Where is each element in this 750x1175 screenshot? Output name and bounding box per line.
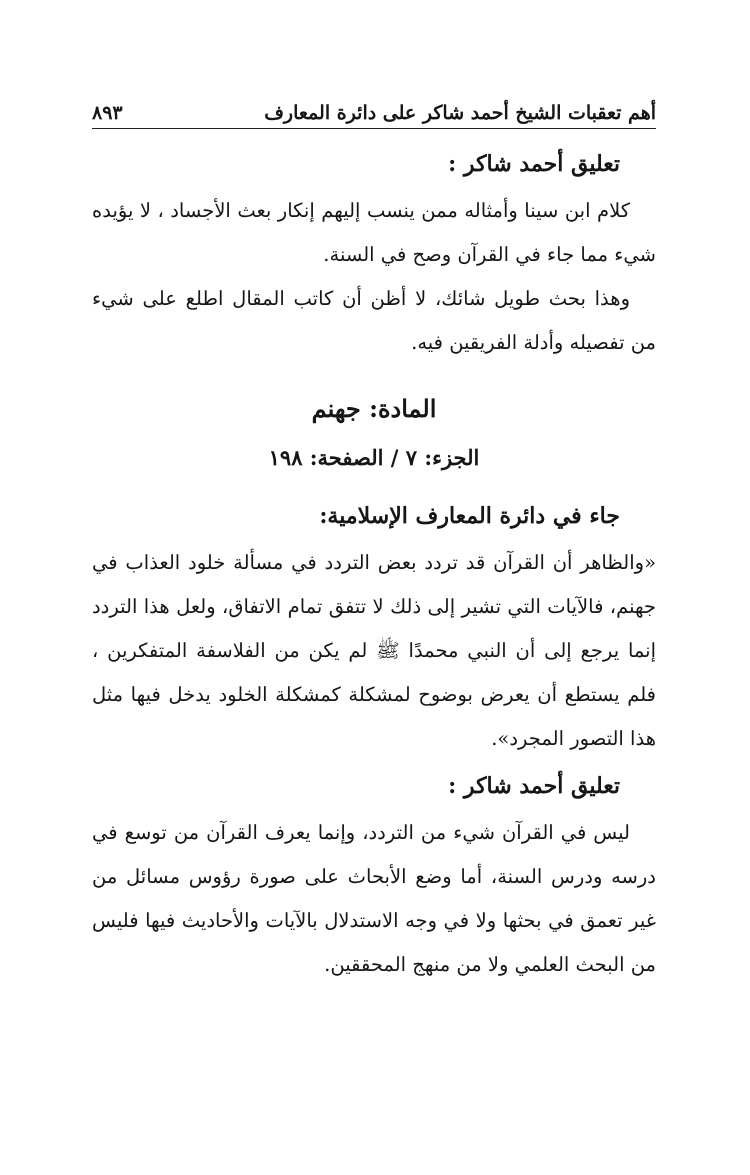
- comment-paragraph: كلام ابن سينا وأمثاله ممن ينسب إليهم إنكار بعث الأجساد ، لا يؤيده شيء مما جاء في القرآن وصح في السنة.: [92, 199, 656, 266]
- section-heading-encyclopedia: جاء في دائرة المعارف الإسلامية:: [319, 503, 620, 529]
- entry-title: المادة: جهنم: [311, 394, 437, 423]
- page-number: ٨٩٣: [92, 102, 123, 124]
- section-heading-comment: تعليق أحمد شاكر :: [448, 151, 620, 177]
- book-page: [92, 88, 656, 987]
- comment-paragraph: ليس في القرآن شيء من التردد، وإنما يعرف القرآن من توسع في درسه ودرس السنة، أما وضع الأبحاث على صورة رؤوس مسائل من غير تعمق في بحثها ولا في وجه الاستدلال بالآيات والأحاديث فيها فليس من البحث العلمي ولا من منهج المحققين.: [92, 821, 656, 976]
- encyclopedia-quote: «والظاهر أن القرآن قد تردد بعض التردد في مسألة خلود العذاب في جهنم، فالآيات التي تشير إلى ذلك لا تتفق تمام الاتفاق، ولعل هذا التردد إنما يرجع إلى أن النبي محمدًا ﷺ لم يكن من الفلاسفة المتفكرين ، فلم يستطع أن يعرض بوضوح لمشكلة كمشكلة الخلود يدخل فيها مثل هذا التصور المجرد».: [92, 551, 656, 750]
- running-header: [92, 88, 656, 129]
- entry-reference: الجزء: ٧ / الصفحة: ١٩٨: [268, 445, 480, 470]
- section-heading-comment: تعليق أحمد شاكر :: [448, 773, 620, 799]
- running-header-title: أهم تعقبات الشيخ أحمد شاكر على دائرة المعارف: [264, 102, 656, 124]
- comment-paragraph: وهذا بحث طويل شائك، لا أظن أن كاتب المقال اطلع على شيء من تفصيله وأدلة الفريقين فيه.: [92, 287, 656, 354]
